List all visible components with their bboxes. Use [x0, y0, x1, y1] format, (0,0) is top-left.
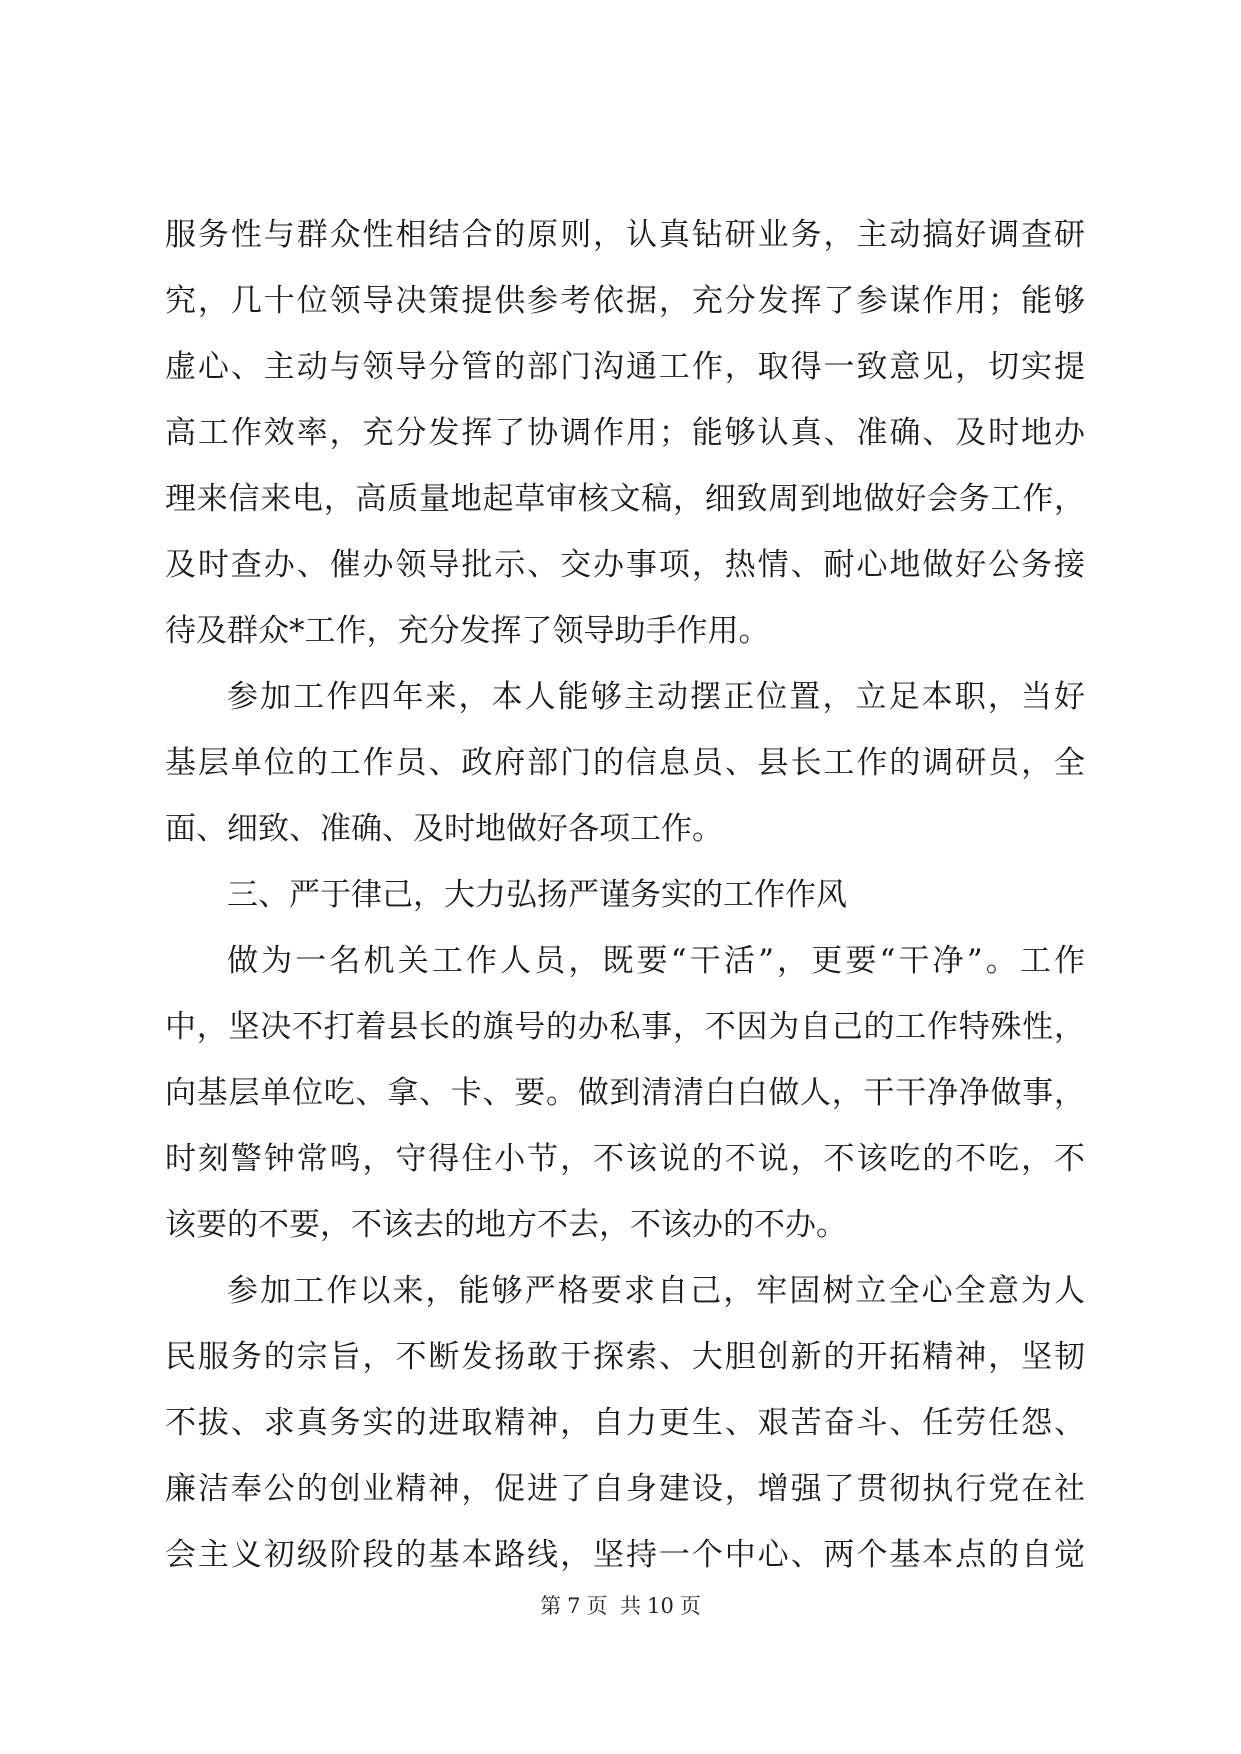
text-line: 民服务的宗旨，不断发扬敢于探索、大胆创新的开拓精神，坚韧	[165, 1339, 1085, 1375]
paragraph-1	[165, 202, 1085, 664]
total-prefix: 共	[620, 1594, 642, 1618]
paragraph-3	[165, 928, 1085, 1258]
text-line: 廉洁奉公的创业精神，促进了自身建设，增强了贯彻执行党在社	[165, 1471, 1085, 1507]
text-line: 面、细致、准确、及时地做好各项工作。	[165, 811, 723, 847]
text-line: 高工作效率，充分发挥了协调作用；能够认真、准确、及时地办	[165, 415, 1085, 451]
paragraph-4	[165, 1258, 1085, 1588]
text-line: 做为一名机关工作人员，既要“干活”，更要“干净”。工作	[227, 943, 1085, 979]
paragraph-2	[165, 664, 1085, 862]
text-line: 基层单位的工作员、政府部门的信息员、县长工作的调研员，全	[165, 745, 1085, 781]
page-number: 7	[567, 1594, 581, 1618]
section-heading-text: 三、严于律己，大力弘扬严谨务实的工作作风	[227, 877, 847, 913]
text-line: 向基层单位吃、拿、卡、要。做到清清白白做人，干干净净做事，	[165, 1075, 1085, 1111]
total-pages: 10	[647, 1594, 674, 1618]
page-prefix: 第	[540, 1594, 562, 1618]
text-line: 虚心、主动与领导分管的部门沟通工作，取得一致意见，切实提	[165, 349, 1085, 385]
text-line: 会主义初级阶段的基本路线，坚持一个中心、两个基本点的自觉	[165, 1537, 1085, 1573]
text-line: 待及群众*工作，充分发挥了领导助手作用。	[165, 613, 770, 649]
text-line: 该要的不要，不该去的地方不去，不该办的不办。	[165, 1207, 847, 1243]
text-line: 参加工作四年来，本人能够主动摆正位置，立足本职，当好	[227, 679, 1085, 715]
text-line: 不拔、求真务实的进取精神，自力更生、艰苦奋斗、任劳任怨、	[165, 1405, 1085, 1441]
text-line: 究，几十位领导决策提供参考依据，充分发挥了参谋作用；能够	[165, 283, 1085, 319]
text-line: 时刻警钟常鸣，守得住小节，不该说的不说，不该吃的不吃，不	[165, 1141, 1085, 1177]
page-suffix: 页	[586, 1594, 608, 1618]
total-suffix: 页	[679, 1594, 701, 1618]
body-text	[165, 202, 1085, 1588]
text-line: 及时查办、催办领导批示、交办事项，热情、耐心地做好公务接	[165, 547, 1085, 583]
text-line: 服务性与群众性相结合的原则，认真钻研业务，主动搞好调查研	[165, 217, 1085, 253]
text-line: 中，坚决不打着县长的旗号的办私事，不因为自己的工作特殊性，	[165, 1009, 1085, 1045]
text-line: 参加工作以来，能够严格要求自己，牢固树立全心全意为人	[227, 1273, 1085, 1309]
page-footer	[0, 1590, 1241, 1620]
section-heading	[165, 862, 1085, 928]
text-line: 理来信来电，高质量地起草审核文稿，细致周到地做好会务工作，	[165, 481, 1085, 517]
